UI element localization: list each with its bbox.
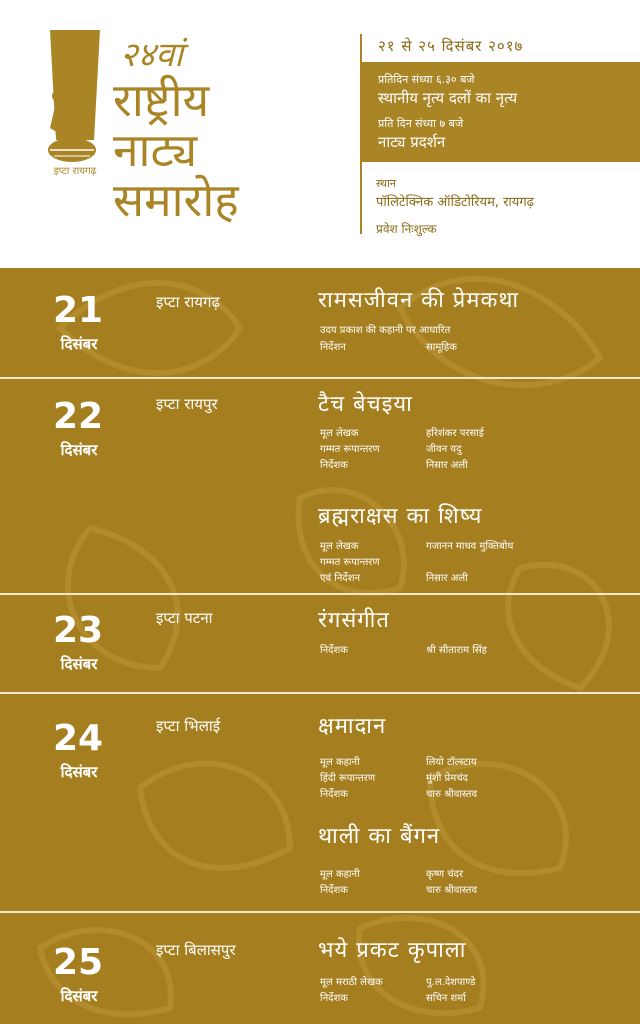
day-divider bbox=[0, 377, 640, 379]
day-month: दिसंबर bbox=[60, 655, 98, 673]
dance-title: स्थानीय नृत्य दलों का नृत्य bbox=[378, 89, 518, 107]
day-month: दिसंबर bbox=[60, 335, 98, 353]
program-schedule bbox=[0, 268, 640, 1024]
play-title: क्षमादान bbox=[318, 714, 387, 739]
festival-dates: २१ से २५ दिसंबर २०१७ bbox=[378, 37, 524, 55]
play-title: रंगसंगीत bbox=[318, 608, 390, 633]
ipta-logo-icon bbox=[40, 30, 110, 180]
credit-role: गम्मत रूपान्तरण bbox=[320, 444, 380, 455]
credit-role: निर्देशक bbox=[320, 789, 348, 800]
day-number: 25 bbox=[52, 942, 104, 983]
play-title: रामसजीवन की प्रेमकथा bbox=[318, 288, 520, 313]
edition-number: २४वां bbox=[120, 35, 184, 75]
credit-name: लियो टॉल्स्टाय bbox=[426, 757, 477, 768]
troupe-name: इप्टा रायगढ़ bbox=[156, 293, 220, 311]
credit-role: उदय प्रकाश की कहानी पर आधारित bbox=[320, 325, 451, 336]
credit-name: निसार अली bbox=[426, 573, 468, 584]
title-line-2: नाट्य bbox=[113, 123, 198, 177]
title-line-1: राष्ट्रीय bbox=[113, 73, 210, 127]
logo-caption: इप्टा रायगढ़ bbox=[53, 166, 97, 177]
credit-role: निर्देशक bbox=[320, 645, 348, 656]
credit-name: चारु श्रीवास्तव bbox=[426, 789, 478, 800]
credit-role: मूल लेखक bbox=[320, 428, 359, 439]
credit-role: निर्देशक bbox=[320, 460, 348, 471]
day-month: दिसंबर bbox=[60, 763, 98, 781]
troupe-name: इप्टा भिलाई bbox=[156, 717, 221, 735]
credit-name: निसार अली bbox=[426, 460, 468, 471]
credit-role: निर्देशक bbox=[320, 993, 348, 1004]
credit-name: सचिन शर्मा bbox=[426, 993, 466, 1004]
credit-role: मूल मराठी लेखक bbox=[320, 977, 383, 988]
day-divider bbox=[0, 692, 640, 694]
day-number: 24 bbox=[52, 718, 104, 759]
day-month: दिसंबर bbox=[60, 987, 98, 1005]
credit-role: हिंदी रूपान्तरण bbox=[320, 773, 376, 784]
venue-label: स्थान bbox=[376, 177, 397, 190]
festival-header bbox=[0, 0, 640, 268]
play-time: प्रति दिन संध्या ७ बजे bbox=[378, 117, 464, 130]
day-number: 21 bbox=[52, 290, 104, 331]
timing-band bbox=[362, 62, 640, 162]
credit-name: चारु श्रीवास्तव bbox=[426, 885, 478, 896]
day-number: 23 bbox=[52, 610, 104, 651]
title-line-3: समारोह bbox=[113, 173, 239, 227]
credit-role: मूल कहानी bbox=[320, 757, 360, 768]
credit-role: मूल लेखक bbox=[320, 541, 359, 552]
credit-role: एवं निर्देशन bbox=[320, 573, 361, 584]
play-title: ब्रह्मराक्षस का शिष्य bbox=[318, 504, 483, 529]
play-title: टैच बेचइया bbox=[318, 392, 413, 417]
day-number: 22 bbox=[52, 396, 104, 437]
troupe-name: इप्टा रायपुर bbox=[156, 395, 218, 413]
play-title: थाली का बैंगन bbox=[318, 824, 441, 849]
credit-name: गजानन माधव मुक्तिबोध bbox=[426, 541, 514, 552]
credit-name: कृष्ण चंदर bbox=[426, 869, 464, 880]
dance-time: प्रतिदिन संध्या ६.३० बजे bbox=[378, 73, 475, 86]
credit-role: निर्देशक bbox=[320, 885, 348, 896]
credit-name: मुंशी प्रेमचंद bbox=[426, 773, 468, 784]
credit-name: श्री सीताराम सिंह bbox=[426, 645, 487, 656]
day-month: दिसंबर bbox=[60, 441, 98, 459]
play-title: भये प्रकट कृपाला bbox=[318, 938, 467, 963]
troupe-name: इप्टा पटना bbox=[156, 609, 213, 627]
troupe-name: इप्टा बिलासपुर bbox=[156, 941, 236, 959]
credit-role: निर्देशन bbox=[320, 342, 346, 353]
venue: पॉलिटेक्निक ऑडिटोरियम, रायगढ़ bbox=[376, 195, 534, 210]
credit-name: जीवन यदु bbox=[426, 444, 462, 455]
credit-name: हरिशंकर परसाई bbox=[426, 428, 484, 439]
credit-role: गम्मत रूपान्तरण bbox=[320, 557, 380, 568]
credit-role: मूल कहानी bbox=[320, 869, 360, 880]
day-divider bbox=[0, 593, 640, 595]
day-divider bbox=[0, 911, 640, 913]
play-title: नाट्य प्रदर्शन bbox=[378, 133, 446, 151]
entry-info: प्रवेश निःशुल्क bbox=[376, 222, 437, 236]
credit-name: पु.ल.देशपाण्डे bbox=[426, 977, 476, 988]
credit-name: सामूहिक bbox=[426, 342, 457, 353]
